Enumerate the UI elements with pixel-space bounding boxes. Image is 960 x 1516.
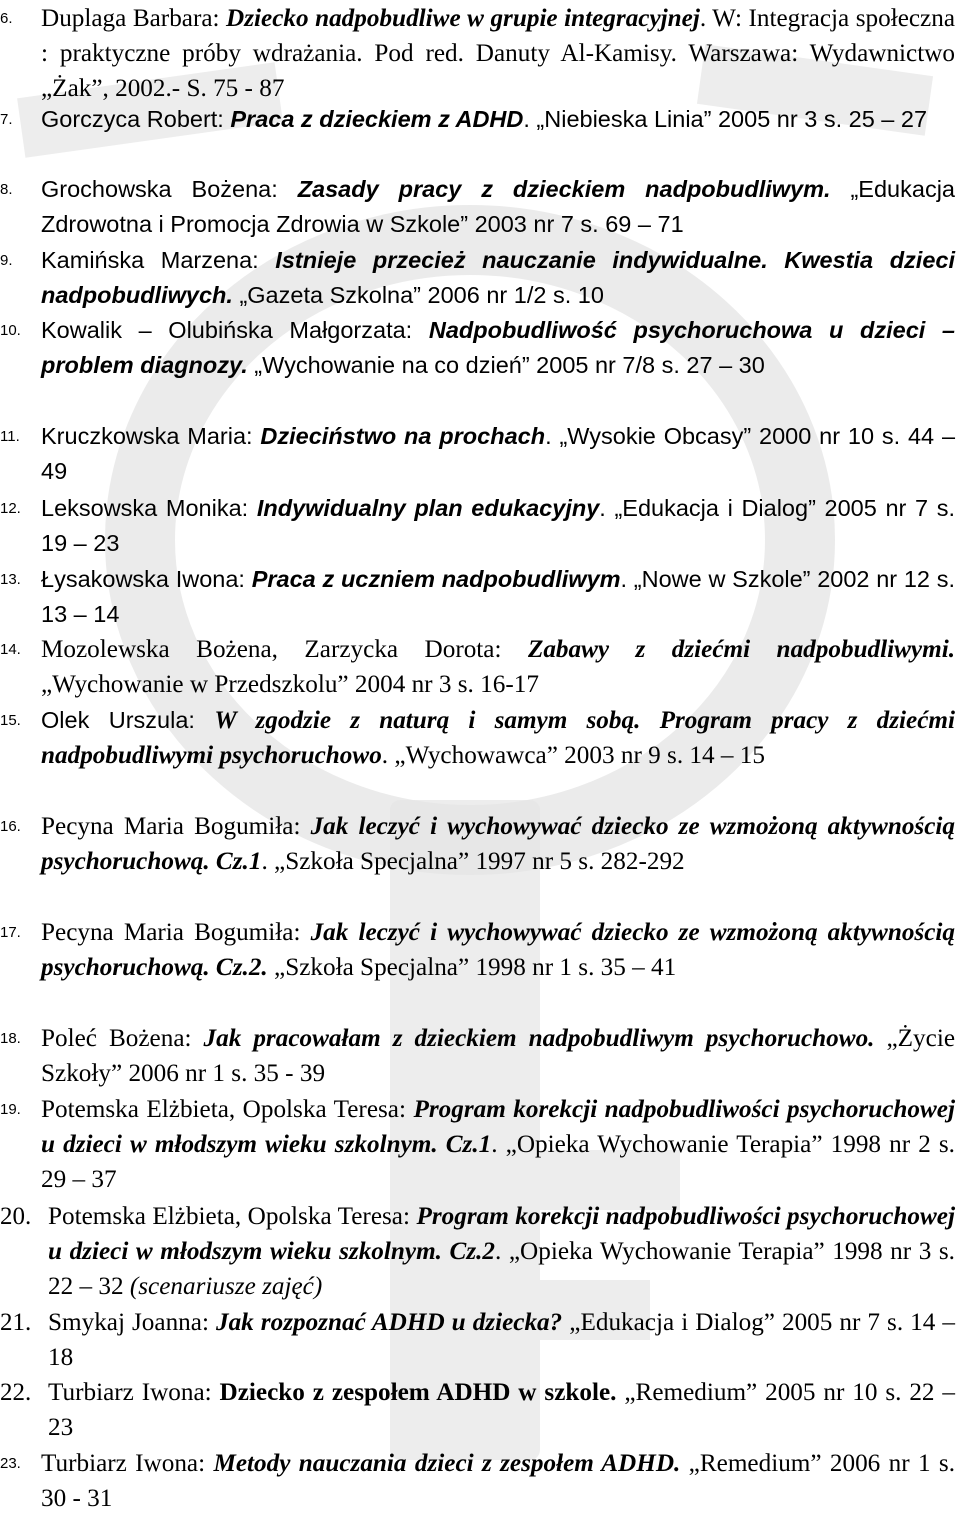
title: Indywidualny plan edukacyjny bbox=[256, 495, 600, 521]
item-number: 12. bbox=[0, 500, 21, 517]
title: Program korekcji nadpobudliwości psychoruchowej u dzieci w młodszym wieku szkolnym. Cz.1 bbox=[41, 1096, 955, 1159]
title: Zabawy z dziećmi nadpobudliwymi. bbox=[527, 636, 956, 663]
title: Dziecko nadpobudliwe w grupie integracyjnej bbox=[226, 5, 700, 32]
item-number: 17. bbox=[0, 924, 21, 941]
source: „Remedium” 2005 nr 10 s. 22 – 23 bbox=[48, 1379, 955, 1442]
author: Turbiarz Iwona: bbox=[41, 1450, 214, 1477]
source: . „Wysokie Obcasy” 2000 nr 10 s. 44 – 49 bbox=[41, 423, 956, 485]
item-number: 23. bbox=[0, 1455, 21, 1472]
author: Grochowska Bożena: bbox=[41, 176, 298, 202]
source: . „Wychowawca” 2003 nr 9 s. 14 – 15 bbox=[381, 742, 765, 770]
author: Duplaga Barbara: bbox=[41, 5, 227, 32]
title: Jak leczyć i wychowywać dziecko ze wzmożoną aktywnością psychoruchową. Cz.1 bbox=[41, 813, 955, 876]
author: Mozolewska Bożena, Zarzycka Dorota: bbox=[41, 636, 528, 663]
item-number: 11. bbox=[0, 428, 20, 445]
source: . W: Integracja społeczna : praktyczne próby wdrażania. Pod red. Danuty Al-Kamisy. Warszawa: Wydawnictwo „Żak”, 2002.- S. 75 - 87 bbox=[41, 5, 956, 103]
source: „Remedium” 2006 nr 1 s. 30 - 31 bbox=[41, 1450, 955, 1513]
item-number: 13. bbox=[0, 571, 21, 588]
title: Praca z uczniem nadpobudliwym bbox=[251, 566, 621, 592]
author: Potemska Elżbieta, Opolska Teresa: bbox=[41, 1096, 414, 1123]
source: . „Opieka Wychowanie Terapia” 1998 nr 3 s. 22 – 32 bbox=[48, 1238, 955, 1301]
item-number: 10. bbox=[0, 322, 21, 339]
title: Praca z dzieckiem z ADHD bbox=[230, 106, 524, 132]
title: Zasady pracy z dzieckiem nadpobudliwym. bbox=[297, 176, 831, 202]
source: „Życie Szkoły” 2006 nr 1 s. 35 - 39 bbox=[41, 1025, 956, 1088]
author: Łysakowska Iwona: bbox=[41, 566, 252, 592]
author: Pecyna Maria Bogumiła: bbox=[41, 919, 311, 946]
author: Leksowska Monika: bbox=[41, 495, 257, 521]
item-number: 9. bbox=[0, 252, 13, 269]
source: . „Szkoła Specjalna” 1997 nr 5 s. 282-292 bbox=[261, 848, 685, 876]
item-number: 7. bbox=[0, 111, 13, 128]
source: „Gazeta Szkolna” 2006 nr 1/2 s. 10 bbox=[232, 282, 604, 309]
source: . „Nowe w Szkole” 2002 nr 12 s. 13 – 14 bbox=[41, 566, 956, 628]
source: „Wychowanie na co dzień” 2005 nr 7/8 s. 27 – 30 bbox=[247, 352, 765, 379]
item-number: 20. bbox=[0, 1203, 32, 1230]
item-number: 14. bbox=[0, 641, 21, 658]
item-number: 19. bbox=[0, 1101, 21, 1118]
note: (scenariusze zajęć) bbox=[129, 1273, 323, 1301]
author: Gorczyca Robert: bbox=[41, 106, 231, 132]
author: Kruczkowska Maria: bbox=[41, 423, 261, 449]
author: Poleć Bożena: bbox=[41, 1025, 204, 1052]
author: Smykaj Joanna: bbox=[48, 1309, 216, 1336]
title: Jak leczyć i wychowywać dziecko ze wzmożoną aktywnością psychoruchową. Cz.2. bbox=[41, 919, 955, 982]
title: Metody nauczania dzieci z zespołem ADHD. bbox=[213, 1450, 681, 1477]
author: Turbiarz Iwona: bbox=[48, 1379, 220, 1406]
item-number: 22. bbox=[0, 1379, 32, 1406]
author: Potemska Elżbieta, Opolska Teresa: bbox=[48, 1203, 417, 1230]
author: Pecyna Maria Bogumiła: bbox=[41, 813, 311, 840]
source: . „Edukacja i Dialog” 2005 nr 7 s. 19 – 23 bbox=[41, 495, 955, 557]
author: Kowalik – Olubińska Małgorzata: bbox=[41, 317, 429, 343]
author: Kamińska Marzena: bbox=[41, 247, 276, 273]
source: „Edukacja i Dialog” 2005 nr 7 s. 14 – 18 bbox=[48, 1309, 955, 1372]
item-number: 16. bbox=[0, 818, 21, 835]
item-number: 18. bbox=[0, 1030, 21, 1047]
title: Istnieje przecież nauczanie indywidualne. Kwestia dzieci nadpobudliwych. bbox=[41, 247, 955, 309]
item-number: 15. bbox=[0, 712, 21, 729]
item-number: 6. bbox=[0, 10, 13, 27]
source: „Szkoła Specjalna” 1998 nr 1 s. 35 – 41 bbox=[267, 954, 677, 982]
title: Jak pracowałam z dzieckiem nadpobudliwym psychoruchowo. bbox=[203, 1025, 875, 1052]
title: W zgodzie z naturą i samym sobą. Program pracy z dziećmi nadpobudliwymi psychoruchowo bbox=[41, 707, 955, 770]
author: Olek Urszula: bbox=[41, 707, 215, 733]
source: „Edukacja Zdrowotna i Promocja Zdrowia w Szkole” 2003 nr 7 s. 69 – 71 bbox=[41, 176, 955, 238]
item-number: 8. bbox=[0, 181, 13, 198]
title: Program korekcji nadpobudliwości psychoruchowej u dzieci w młodszym wieku szkolnym. Cz.2 bbox=[48, 1203, 955, 1266]
source: „Wychowanie w Przedszkolu” 2004 nr 3 s. 16-17 bbox=[41, 671, 539, 699]
title: Dziecko z zespołem ADHD w szkole. bbox=[219, 1379, 617, 1406]
title: Jak rozpoznać ADHD u dziecka? bbox=[215, 1309, 563, 1336]
title: Nadpobudliwość psychoruchowa u dzieci – problem diagnozy. bbox=[41, 317, 955, 379]
title: Dzieciństwo na prochach bbox=[260, 423, 546, 449]
source: . „Opieka Wychowanie Terapia” 1998 nr 2 s. 29 – 37 bbox=[41, 1131, 955, 1194]
item-number: 21. bbox=[0, 1309, 32, 1336]
source: . „Niebieska Linia” 2005 nr 3 s. 25 – 27 bbox=[523, 106, 928, 132]
